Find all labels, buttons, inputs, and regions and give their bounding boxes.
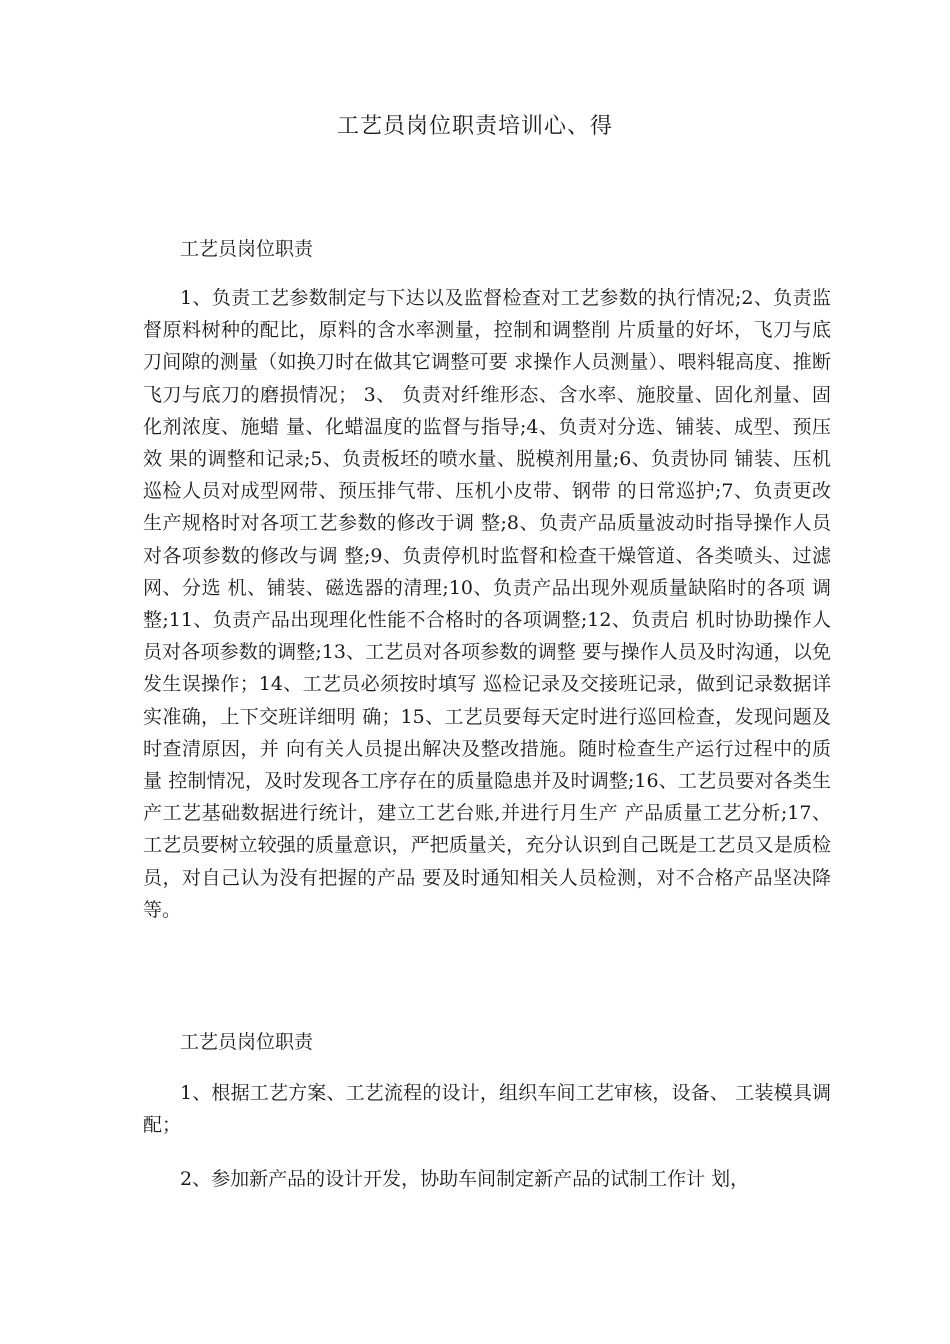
- paragraph: 1、根据工艺方案、工艺流程的设计，组织车间工艺审核，设备、 工装模具调配；: [143, 1082, 831, 1137]
- section-heading: 工艺员岗位职责: [180, 1031, 314, 1053]
- paragraph: 2、参加新产品的设计开发，协助车间制定新产品的试制工作计 划，: [180, 1168, 750, 1190]
- section-heading: 工艺员岗位职责: [180, 238, 314, 260]
- document-title: 工艺员岗位职责培训心、得: [336, 114, 613, 139]
- paragraph: 1、负责工艺参数制定与下达以及监督检查对工艺参数的执行情况;2、负责监督原料树种的配比，原料的含水率测量，控制和调整削 片质量的好坏，飞刀与底刀间隙的测量（如换刀时在做其它调整可要 求操作人员测量）、喂料辊高度、推断飞刀与底刀的磨损情况； 3、 负责对纤维形态、含水率、施胶量、固化剂量、固化剂浓度、施蜡 量、化蜡温度的监督与指导;4、负责对分选、铺装、成型、预压效 果的调整和记录;5、负责板坯的喷水量、脱模剂用量;6、负责协同 铺装、压机巡检人员对成型网带、预压排气带、压机小皮带、钢带 的日常巡护;7、负责更改生产规格时对各项工艺参数的修改于调 整;8、负责产品质量波动时指导操作人员对各项参数的修改与调 整;9、负责停机时监督和检查干燥管道、各类喷头、过滤网、分选 机、铺装、磁选器的清理;10、负责产品出现外观质量缺陷时的各项 调整;11、负责产品出现理化性能不合格时的各项调整;12、负责启 机时协助操作人员对各项参数的调整;13、工艺员对各项参数的调整 要与操作人员及时沟通，以免发生误操作；14、工艺员必须按时填写 巡检记录及交接班记录，做到记录数据详实准确，上下交班详细明 确；15、工艺员要每天定时进行巡回检查，发现问题及时查清原因，并 向有关人员提出解决及整改措施。随时检查生产运行过程中的质量 控制情况，及时发现各工序存在的质量隐患并及时调整;16、工艺员要对各类生产工艺基础数据进行统计，建立工艺台账,并进行月生产 产品质量工艺分析;17、工艺员要树立较强的质量意识，严把质量关，充分认识到自己既是工艺员又是质检员，对自己认为没有把握的产品 要及时通知相关人员检测，对不合格产品坚决降等。: [143, 287, 831, 921]
